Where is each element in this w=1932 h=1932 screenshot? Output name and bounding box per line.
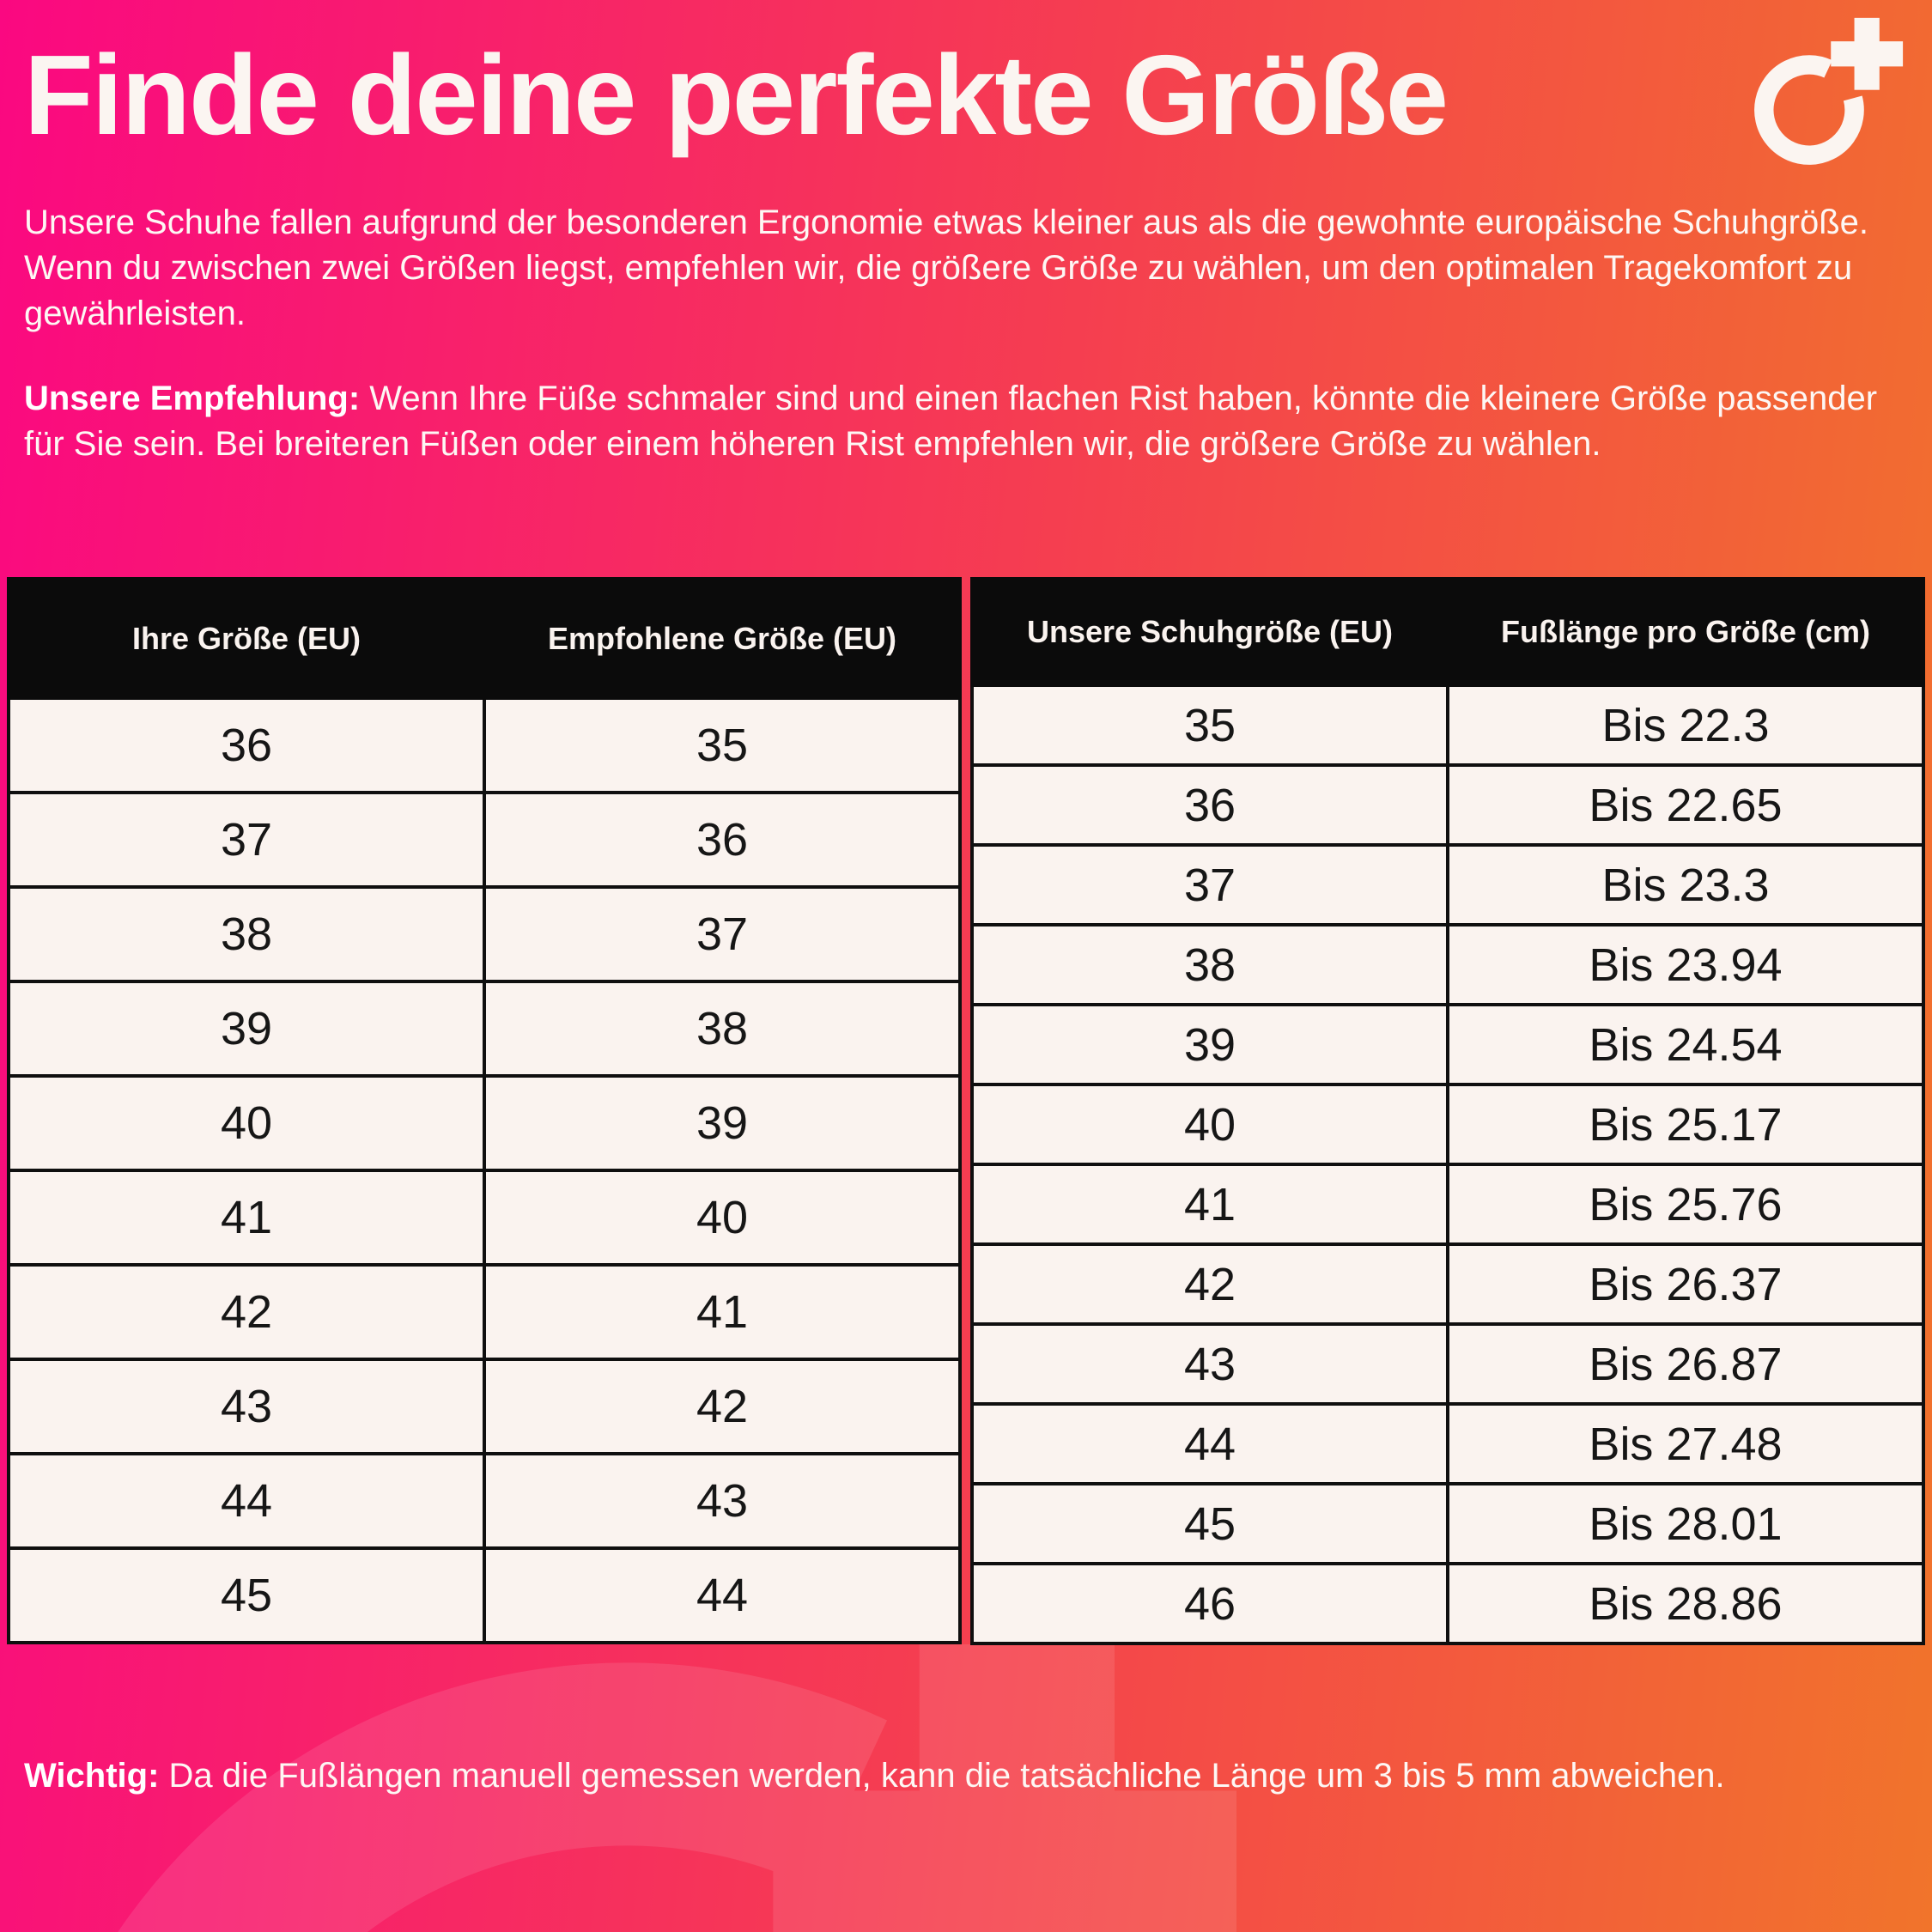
table-row: [972, 925, 1923, 1005]
table-cell: 41: [9, 1170, 484, 1265]
important-note: [24, 1753, 1913, 1799]
table-row: [9, 1076, 960, 1170]
table-cell: Bis 26.87: [1448, 1324, 1923, 1404]
table-row: [972, 1324, 1923, 1404]
intro-paragraph: [24, 200, 1913, 337]
recommendation-lead: Unsere Empfehlung:: [24, 380, 361, 417]
table-cell: 45: [972, 1484, 1448, 1564]
important-note-text: Da die Fußlängen manuell gemessen werden, kann die tatsächliche Länge um 3 bis 5 mm abweichen.: [168, 1757, 1725, 1795]
table-cell: 37: [972, 845, 1448, 925]
table-row: [972, 1244, 1923, 1324]
column-header-our-shoe-size: Unsere Schuhgröße (EU): [972, 579, 1448, 685]
table-cell: 44: [484, 1548, 960, 1643]
table-cell: Bis 24.54: [1448, 1005, 1923, 1084]
table-cell: 39: [484, 1076, 960, 1170]
table-cell: 40: [9, 1076, 484, 1170]
table-cell: 36: [972, 765, 1448, 845]
table-row: [972, 1404, 1923, 1484]
table-cell: 38: [484, 981, 960, 1076]
table-row: [9, 1170, 960, 1265]
table-cell: Bis 26.37: [1448, 1244, 1923, 1324]
table-header-row: [9, 579, 960, 698]
table-row: [972, 1564, 1923, 1643]
table-cell: 39: [9, 981, 484, 1076]
table-row: [9, 887, 960, 981]
table-cell: Bis 22.65: [1448, 765, 1923, 845]
table-row: [9, 698, 960, 793]
foot-length-table: [970, 577, 1925, 1645]
column-header-foot-length: Fußlänge pro Größe (cm): [1448, 579, 1923, 685]
table-row: [972, 685, 1923, 765]
table-row: [972, 845, 1923, 925]
table-cell: 44: [9, 1454, 484, 1548]
table-row: [9, 1454, 960, 1548]
table-cell: Bis 28.86: [1448, 1564, 1923, 1643]
table-cell: 38: [972, 925, 1448, 1005]
table-cell: 41: [972, 1164, 1448, 1244]
table-cell: 36: [484, 793, 960, 887]
table-row: [972, 765, 1923, 845]
size-recommendation-table-head: [9, 579, 960, 698]
column-header-recommended-size: Empfohlene Größe (EU): [484, 579, 960, 698]
table-cell: 43: [484, 1454, 960, 1548]
table-cell: 43: [9, 1359, 484, 1454]
table-cell: 42: [9, 1265, 484, 1359]
size-tables-section: [7, 577, 1925, 1645]
table-cell: 37: [484, 887, 960, 981]
table-cell: 36: [9, 698, 484, 793]
table-cell: 43: [972, 1324, 1448, 1404]
page-title: Finde deine perfekte Größe: [24, 32, 1448, 158]
recommendation-text: Wenn Ihre Füße schmaler sind und einen flachen Rist haben, könnte die kleinere Größe passender für Sie sein. Bei breiteren Füßen oder einem höheren Rist empfehlen wir, die größere Größe zu wählen.: [24, 380, 1878, 464]
table-header-row: [972, 579, 1923, 685]
foot-length-table-body: [972, 685, 1923, 1643]
intro-text: Unsere Schuhe fallen aufgrund der besonderen Ergonomie etwas kleiner aus als die gewohnte europäische Schuhgröße. Wenn du zwischen zwei Größen liegst, empfehlen wir, die größere Größe zu wählen, um den optimalen Tragekomfort zu gewährleisten.: [24, 204, 1869, 333]
table-cell: Bis 27.48: [1448, 1404, 1923, 1484]
table-cell: 39: [972, 1005, 1448, 1084]
table-cell: 40: [972, 1084, 1448, 1164]
size-recommendation-table: [7, 577, 962, 1644]
table-cell: 35: [484, 698, 960, 793]
table-row: [972, 1005, 1923, 1084]
table-cell: Bis 25.76: [1448, 1164, 1923, 1244]
table-row: [972, 1484, 1923, 1564]
table-cell: 42: [484, 1359, 960, 1454]
table-cell: Bis 25.17: [1448, 1084, 1923, 1164]
table-row: [972, 1164, 1923, 1244]
table-row: [9, 1548, 960, 1643]
table-cell: Bis 23.3: [1448, 845, 1923, 925]
table-cell: 41: [484, 1265, 960, 1359]
table-row: [9, 1265, 960, 1359]
table-row: [9, 793, 960, 887]
table-cell: 37: [9, 793, 484, 887]
important-note-lead: Wichtig:: [24, 1757, 160, 1795]
table-cell: 42: [972, 1244, 1448, 1324]
table-cell: 38: [9, 887, 484, 981]
foot-length-table-head: [972, 579, 1923, 685]
table-cell: Bis 22.3: [1448, 685, 1923, 765]
table-row: [9, 1359, 960, 1454]
table-cell: 35: [972, 685, 1448, 765]
table-cell: Bis 23.94: [1448, 925, 1923, 1005]
recommendation-paragraph: [24, 376, 1913, 467]
brand-logo-circle-plus-icon: [1739, 13, 1906, 180]
table-cell: 44: [972, 1404, 1448, 1484]
table-cell: 40: [484, 1170, 960, 1265]
table-row: [9, 981, 960, 1076]
table-cell: Bis 28.01: [1448, 1484, 1923, 1564]
column-header-your-size: Ihre Größe (EU): [9, 579, 484, 698]
size-recommendation-table-body: [9, 698, 960, 1643]
table-cell: 46: [972, 1564, 1448, 1643]
table-cell: 45: [9, 1548, 484, 1643]
table-row: [972, 1084, 1923, 1164]
